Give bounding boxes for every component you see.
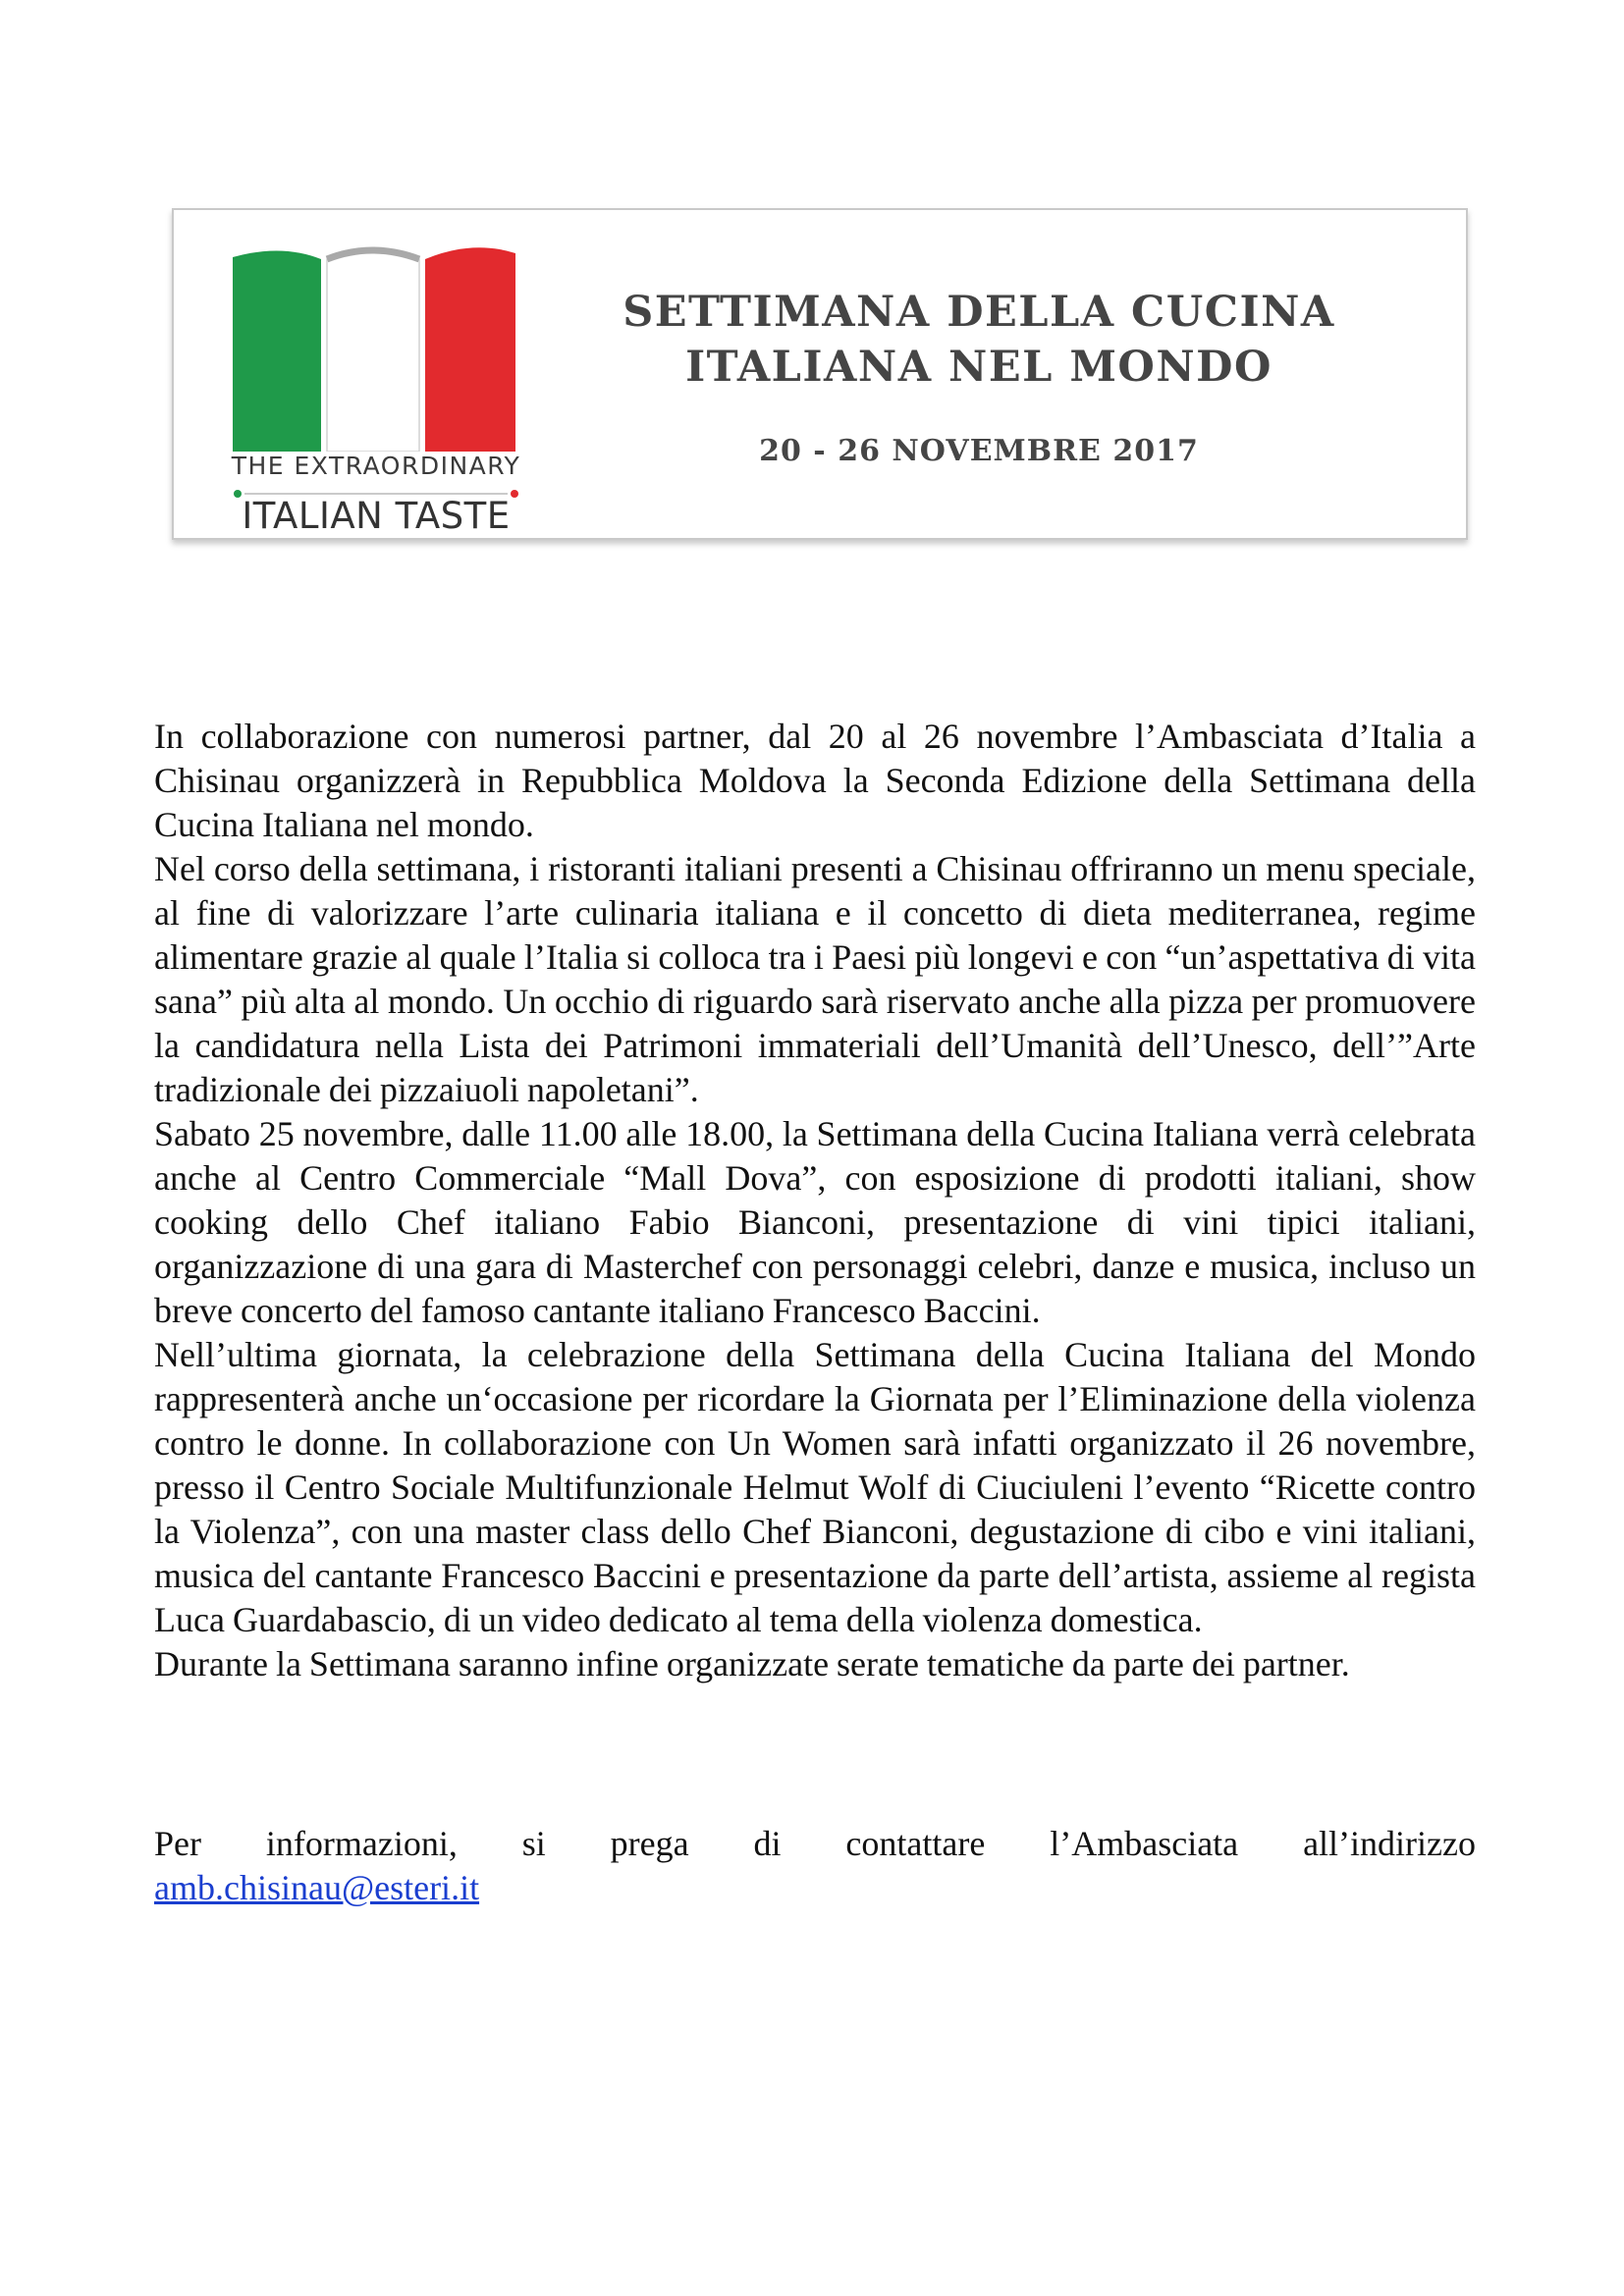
- flag-white-band: [327, 250, 419, 452]
- logo-tagline-top: THE EXTRAORDINARY: [231, 452, 521, 480]
- event-banner: [172, 208, 1468, 540]
- event-title-line-2: ITALIANA NEL MONDO: [685, 343, 1272, 392]
- paragraph-partner-evenings: Durante la Settimana saranno infine organizzate serate tematiche da parte dei partner.: [154, 1644, 1350, 1683]
- contact-text: Per informazioni, si prega di contattare l’Ambasciata all’indirizzo: [154, 1824, 1476, 1863]
- paragraph-final-day: Nell’ultima giornata, la celebrazione della Settimana della Cucina Italiana del Mondo rappresenterà anche un‘occasione per ricordare la Giornata per l’Eliminazione della violenza contro le donne. In collaborazione con Un Women sarà infatti organizzato il 26 novembre, presso il Centro Sociale Multifunzionale Helmut Wolf di Ciuciuleni l’evento “Ricette contro la Violenza”, con una master class dello Chef Bianconi, degustazione di cibo e vini italiani, musica del cantante Francesco Baccini e presentazione da parte dell’artista, assieme al regista Luca Guardabascio, di un video dedicato al tema della violenza domestica.: [154, 1335, 1476, 1639]
- event-dates: 20 - 26 NOVEMBRE 2017: [759, 434, 1199, 468]
- flag-red-band: [425, 247, 515, 452]
- logo-tagline-bottom: ITALIAN TASTE: [242, 495, 511, 537]
- event-title-line-1: SETTIMANA DELLA CUCINA: [623, 288, 1335, 337]
- contact-info: [154, 1822, 1476, 1910]
- italian-taste-logo: [229, 245, 523, 537]
- press-release-body: [154, 715, 1476, 1686]
- paragraph-restaurants: Nel corso della settimana, i ristoranti italiani presenti a Chisinau offriranno un menu speciale, al fine di valorizzare l’arte culinaria italiana e il concetto di dieta mediterranea, regime alimentare grazie al quale l’Italia si colloca tra i Paesi più longevi e con “un’aspettativa di vita sana” più alta al mondo. Un occhio di riguardo sarà riservato anche alla pizza per promuovere la candidatura nella Lista dei Patrimoni immateriali dell’Umanità dell’Unesco, dell’”Arte tradizionale dei pizzaiuoli napoletani”.: [154, 849, 1476, 1109]
- tricolor-flag-icon: [229, 245, 523, 452]
- paragraph-intro: In collaborazione con numerosi partner, dal 20 al 26 novembre l’Ambasciata d’Italia a Chisinau organizzerà in Repubblica Moldova la Seconda Edizione della Settimana della Cucina Italiana nel mondo.: [154, 717, 1476, 844]
- flag-green-band: [233, 250, 321, 452]
- paragraph-mall-event: Sabato 25 novembre, dalle 11.00 alle 18.00, la Settimana della Cucina Italiana verrà celebrata anche al Centro Commerciale “Mall Dova”, con esposizione di prodotti italiani, show cooking dello Chef italiano Fabio Bianconi, presentazione di vini tipici italiani, organizzazione di una gara di Masterchef con personaggi celebri, danze e musica, incluso un breve concerto del famoso cantante italiano Francesco Baccini.: [154, 1114, 1476, 1330]
- email-link[interactable]: amb.chisinau@esteri.it: [154, 1868, 480, 1907]
- event-title: [567, 285, 1391, 395]
